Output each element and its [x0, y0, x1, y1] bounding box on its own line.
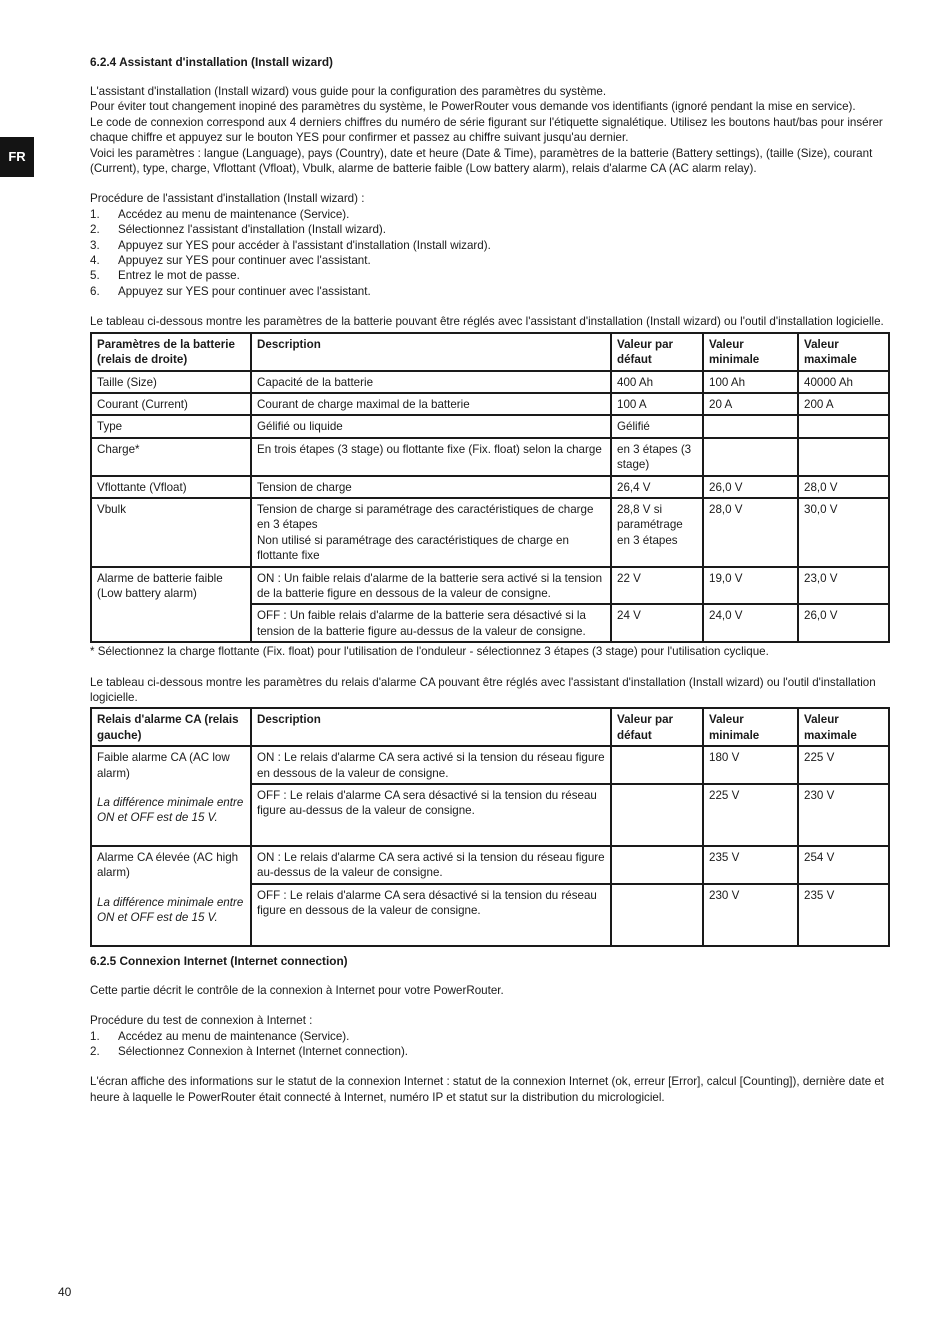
table-cell: 230 V — [798, 784, 889, 846]
table-cell — [251, 498, 611, 567]
table-cell — [611, 746, 703, 784]
row-note: La différence minimale entre ON et OFF est de 15 V. — [97, 796, 244, 825]
table-cell: ON : Le relais d'alarme CA sera activé si la tension du réseau figure en dessous de la valeur de consigne. — [251, 746, 611, 784]
table-cell: 26,4 V — [611, 476, 703, 498]
table-cell: Charge* — [91, 438, 251, 476]
table-cell: 100 A — [611, 393, 703, 415]
list-item: 3. Appuyez sur YES pour accéder à l'assistant d'installation (Install wizard). — [90, 238, 491, 252]
table-row — [91, 415, 889, 437]
ac-alarm-table — [90, 707, 890, 946]
table-cell: Alarme de batterie faible (Low battery alarm) — [91, 567, 251, 643]
table-cell: 19,0 V — [703, 567, 798, 605]
table-cell: 24 V — [611, 604, 703, 642]
table-cell: 28,0 V — [798, 476, 889, 498]
table-row — [91, 498, 889, 567]
table-row — [91, 746, 889, 784]
intro-paragraph: Le code de connexion correspond aux 4 derniers chiffres du numéro de série figurant sur l'étiquette signalétique. Utilisez les boutons haut/bas pour insérer chaque chiffre et appuyez sur le bouton YES pour confirmer et passez au chiffre suivant jusqu'au dernier. — [90, 115, 883, 145]
intro-paragraph: Pour éviter tout changement inopiné des paramètres du système, le PowerRouter vous demande vos identifiants (ignoré pendant la mise en service). — [90, 100, 856, 114]
header-cell: Valeur maximale — [798, 333, 889, 371]
table-cell: 225 V — [798, 746, 889, 784]
table-cell — [703, 438, 798, 476]
row-label: Faible alarme CA (AC low alarm) — [97, 751, 230, 780]
table-cell: Capacité de la batterie — [251, 371, 611, 393]
intro-paragraph: L'assistant d'installation (Install wizard) vous guide pour la configuration des paramètres du système. — [90, 85, 607, 98]
table-cell: Tension de charge — [251, 476, 611, 498]
table-row — [91, 438, 889, 476]
table-cell: Courant de charge maximal de la batterie — [251, 393, 611, 415]
list-item: 5. Entrez le mot de passe. — [90, 269, 240, 283]
table-cell: 40000 Ah — [798, 371, 889, 393]
table-header-row — [91, 333, 889, 371]
language-tab: FR — [0, 137, 34, 177]
page-content — [90, 54, 890, 1105]
table-cell: ON : Le relais d'alarme CA sera activé si la tension du réseau figure au-dessus de la valeur de consigne. — [251, 846, 611, 884]
header-cell: Paramètres de la batterie (relais de droite) — [91, 333, 251, 371]
list-item: 1. Accédez au menu de maintenance (Service). — [90, 1029, 350, 1043]
table-cell — [611, 846, 703, 884]
row-note: La différence minimale entre ON et OFF est de 15 V. — [97, 895, 244, 925]
header-cell: Valeur par défaut — [611, 708, 703, 746]
procedure-title: Procédure de l'assistant d'installation (Install wizard) : — [90, 192, 365, 206]
list-item: 4. Appuyez sur YES pour continuer avec l'assistant. — [90, 254, 371, 268]
table-cell: OFF : Le relais d'alarme CA sera désactivé si la tension du réseau figure au-dessus de la valeur de consigne. — [251, 784, 611, 846]
table-cell: 20 A — [703, 393, 798, 415]
procedure-steps — [90, 207, 890, 299]
table-cell: 26,0 V — [703, 476, 798, 498]
table-cell: en 3 étapes (3 stage) — [611, 438, 703, 476]
table-cell: 28,0 V — [703, 498, 798, 567]
section-intro: Cette partie décrit le contrôle de la connexion à Internet pour votre PowerRouter. — [90, 983, 504, 997]
table-cell — [798, 415, 889, 437]
page-number: 40 — [58, 1285, 72, 1299]
header-cell: Valeur maximale — [798, 708, 889, 746]
row-label: Alarme CA élevée (AC high alarm) — [97, 851, 239, 880]
cell-line: Tension de charge si paramétrage des caractéristiques de charge en 3 étapes — [257, 502, 594, 532]
table-cell: Vflottante (Vfloat) — [91, 476, 251, 498]
procedure-steps — [90, 1029, 890, 1060]
table-cell: OFF : Un faible relais d'alarme de la batterie sera désactivé si la tension de la batterie figure au-dessus de la valeur de consigne. — [251, 604, 611, 642]
ac-table-intro: Le tableau ci-dessous montre les paramètres du relais d'alarme CA pouvant être réglés avec l'assistant d'installation (Install wizard) ou l'outil d'installation logicielle. — [90, 675, 876, 704]
header-cell: Description — [251, 708, 611, 746]
table-cell — [611, 784, 703, 846]
table-cell: 225 V — [703, 784, 798, 846]
table-cell: 254 V — [798, 846, 889, 884]
table-cell: 26,0 V — [798, 604, 889, 642]
table-cell — [611, 884, 703, 946]
list-item: 2. Sélectionnez Connexion à Internet (Internet connection). — [90, 1045, 409, 1059]
table-cell — [703, 415, 798, 437]
header-cell: Valeur minimale — [703, 708, 798, 746]
table-cell: 100 Ah — [703, 371, 798, 393]
table-cell: Taille (Size) — [91, 371, 251, 393]
table-cell — [91, 846, 251, 946]
table-cell: 235 V — [798, 884, 889, 946]
table-row — [91, 846, 889, 884]
table-cell: Vbulk — [91, 498, 251, 567]
table-cell: 230 V — [703, 884, 798, 946]
header-cell: Relais d'alarme CA (relais gauche) — [91, 708, 251, 746]
table-cell: 28,8 V si paramétrage en 3 étapes — [611, 498, 703, 567]
table-row — [91, 371, 889, 393]
table-cell: 400 Ah — [611, 371, 703, 393]
section-heading-internet-connection: 6.2.5 Connexion Internet (Internet connection) — [90, 953, 348, 968]
table-row — [91, 567, 889, 605]
table-row — [91, 393, 889, 415]
table-header-row — [91, 708, 889, 746]
list-item: 6. Appuyez sur YES pour continuer avec l'assistant. — [90, 284, 371, 298]
battery-footnote: * Sélectionnez la charge flottante (Fix. float) pour l'utilisation de l'onduleur - sélectionnez 3 étapes (3 stage) pour l'utilisation cyclique. — [90, 645, 769, 659]
status-description: L'écran affiche des informations sur le statut de la connexion Internet : statut de la connexion Internet (ok, erreur [Error], calcul [Counting]), dernière date et heure à laquelle le PowerRouter était connecté à Internet, numéro IP et statut sur la distribution du micrologiciel. — [90, 1075, 885, 1104]
table-cell: Type — [91, 415, 251, 437]
table-cell: 235 V — [703, 846, 798, 884]
table-row — [91, 476, 889, 498]
table-cell: En trois étapes (3 stage) ou flottante fixe (Fix. float) selon la charge — [251, 438, 611, 476]
table-cell: ON : Un faible relais d'alarme de la batterie sera activé si la tension de la batterie figure en dessous de la valeur de consigne. — [251, 567, 611, 605]
table-cell: 24,0 V — [703, 604, 798, 642]
table-cell — [798, 438, 889, 476]
header-cell: Description — [251, 333, 611, 371]
header-cell: Valeur minimale — [703, 333, 798, 371]
table-cell: 22 V — [611, 567, 703, 605]
table-cell: 180 V — [703, 746, 798, 784]
cell-line: Non utilisé si paramétrage des caractéristiques de charge en flottante fixe — [257, 533, 569, 563]
procedure-title: Procédure du test de connexion à Internet : — [90, 1014, 313, 1028]
battery-settings-table — [90, 332, 890, 644]
table-cell: 30,0 V — [798, 498, 889, 567]
list-item: 1. Accédez au menu de maintenance (Service). — [90, 207, 350, 221]
table-cell: Courant (Current) — [91, 393, 251, 415]
table-cell: Gélifié — [611, 415, 703, 437]
table-cell: Gélifié ou liquide — [251, 415, 611, 437]
battery-table-intro: Le tableau ci-dessous montre les paramètres de la batterie pouvant être réglés avec l'assistant d'installation (Install wizard) ou l'outil d'installation logicielle. — [90, 315, 884, 329]
table-cell — [91, 746, 251, 846]
header-cell: Valeur par défaut — [611, 333, 703, 371]
table-cell: OFF : Le relais d'alarme CA sera désactivé si la tension du réseau figure en dessous de la valeur de consigne. — [251, 884, 611, 946]
table-cell: 23,0 V — [798, 567, 889, 605]
table-cell: 200 A — [798, 393, 889, 415]
list-item: 2. Sélectionnez l'assistant d'installation (Install wizard). — [90, 223, 386, 237]
section-heading-install-wizard: 6.2.4 Assistant d'installation (Install wizard) — [90, 55, 333, 69]
intro-paragraph: Voici les paramètres : langue (Language), pays (Country), date et heure (Date & Time), paramètres de la batterie (Battery settings), (taille (Size), courant (Current), type, charge, Vflottant (Vfloat), Vbulk, alarme de batterie faible (Low battery alarm), relais d'alarme CA (AC alarm relay). — [90, 146, 873, 176]
